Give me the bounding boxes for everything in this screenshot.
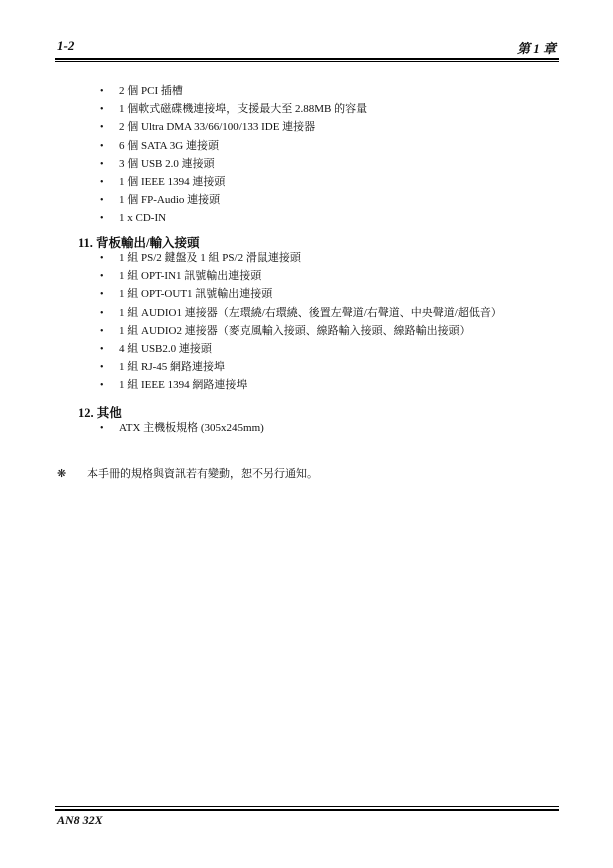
asterisk-icon: ❋ (57, 468, 67, 480)
feature-list-other (100, 419, 264, 437)
list-item: • 1 個 FP-Audio 連接頭 (100, 191, 367, 209)
section-heading-back-panel: 11. 背板輸出/輸入接頭 (78, 236, 200, 250)
section-heading-other: 12. 其他 (78, 406, 122, 420)
list-item: • 1 組 OPT-IN1 訊號輸出連接頭 (100, 267, 502, 285)
bullet-icon: • (100, 325, 104, 337)
list-item: • 1 組 RJ-45 網路連接埠 (100, 358, 502, 376)
list-item: • 1 組 AUDIO2 連接器（麥克風輸入接頭、線路輸入接頭、線路輸出接頭） (100, 322, 502, 340)
list-item: • 2 個 Ultra DMA 33/66/100/133 IDE 連接器 (100, 118, 367, 136)
list-item: • 1 組 IEEE 1394 網路連接埠 (100, 376, 502, 394)
list-item: • 1 x CD-IN (100, 209, 367, 227)
list-item: • ATX 主機板規格 (305x245mm) (100, 419, 264, 437)
bullet-icon: • (100, 307, 104, 319)
list-item: • 3 個 USB 2.0 連接頭 (100, 155, 367, 173)
header-rule (55, 58, 559, 60)
footer-rule-thin (55, 806, 559, 807)
chapter-label: 第 1 章 (516, 41, 556, 56)
bullet-icon: • (100, 213, 104, 225)
bullet-icon: • (100, 289, 104, 301)
disclaimer-text: 本手冊的規格與資訊若有變動，恕不另行通知。 (87, 468, 318, 480)
bullet-icon: • (100, 104, 104, 116)
list-item: • 1 個軟式磁碟機連接埠，支援最大至 2.88MB 的容量 (100, 100, 367, 118)
list-item: • 2 個 PCI 插槽 (100, 82, 367, 100)
list-item: • 4 組 USB2.0 連接頭 (100, 340, 502, 358)
bullet-icon: • (100, 253, 104, 264)
feature-list-onboard (100, 82, 367, 228)
feature-list-back-panel (100, 249, 502, 395)
bullet-icon: • (100, 86, 104, 97)
list-item: • 1 個 IEEE 1394 連接頭 (100, 173, 367, 191)
bullet-icon: • (100, 380, 104, 392)
footer-model: AN8 32X (57, 813, 103, 827)
bullet-icon: • (100, 423, 104, 434)
list-item: • 1 組 PS/2 鍵盤及 1 組 PS/2 滑鼠連接頭 (100, 249, 502, 267)
bullet-icon: • (100, 195, 104, 207)
bullet-icon: • (100, 271, 104, 283)
list-item: • 1 組 AUDIO1 連接器（左環繞/右環繞、後置左聲道/右聲道、中央聲道/超低音） (100, 304, 502, 322)
header-rule-thin (55, 61, 559, 62)
list-item: • 1 組 OPT-OUT1 訊號輸出連接頭 (100, 285, 502, 303)
bullet-icon: • (100, 362, 104, 374)
footer-rule (55, 809, 559, 811)
disclaimer-note (57, 465, 318, 481)
page-number: 1-2 (57, 38, 75, 53)
bullet-icon: • (100, 158, 104, 170)
bullet-icon: • (100, 343, 104, 355)
bullet-icon: • (100, 122, 104, 134)
list-item: • 6 個 SATA 3G 連接頭 (100, 137, 367, 155)
bullet-icon: • (100, 140, 104, 152)
bullet-icon: • (100, 176, 104, 188)
